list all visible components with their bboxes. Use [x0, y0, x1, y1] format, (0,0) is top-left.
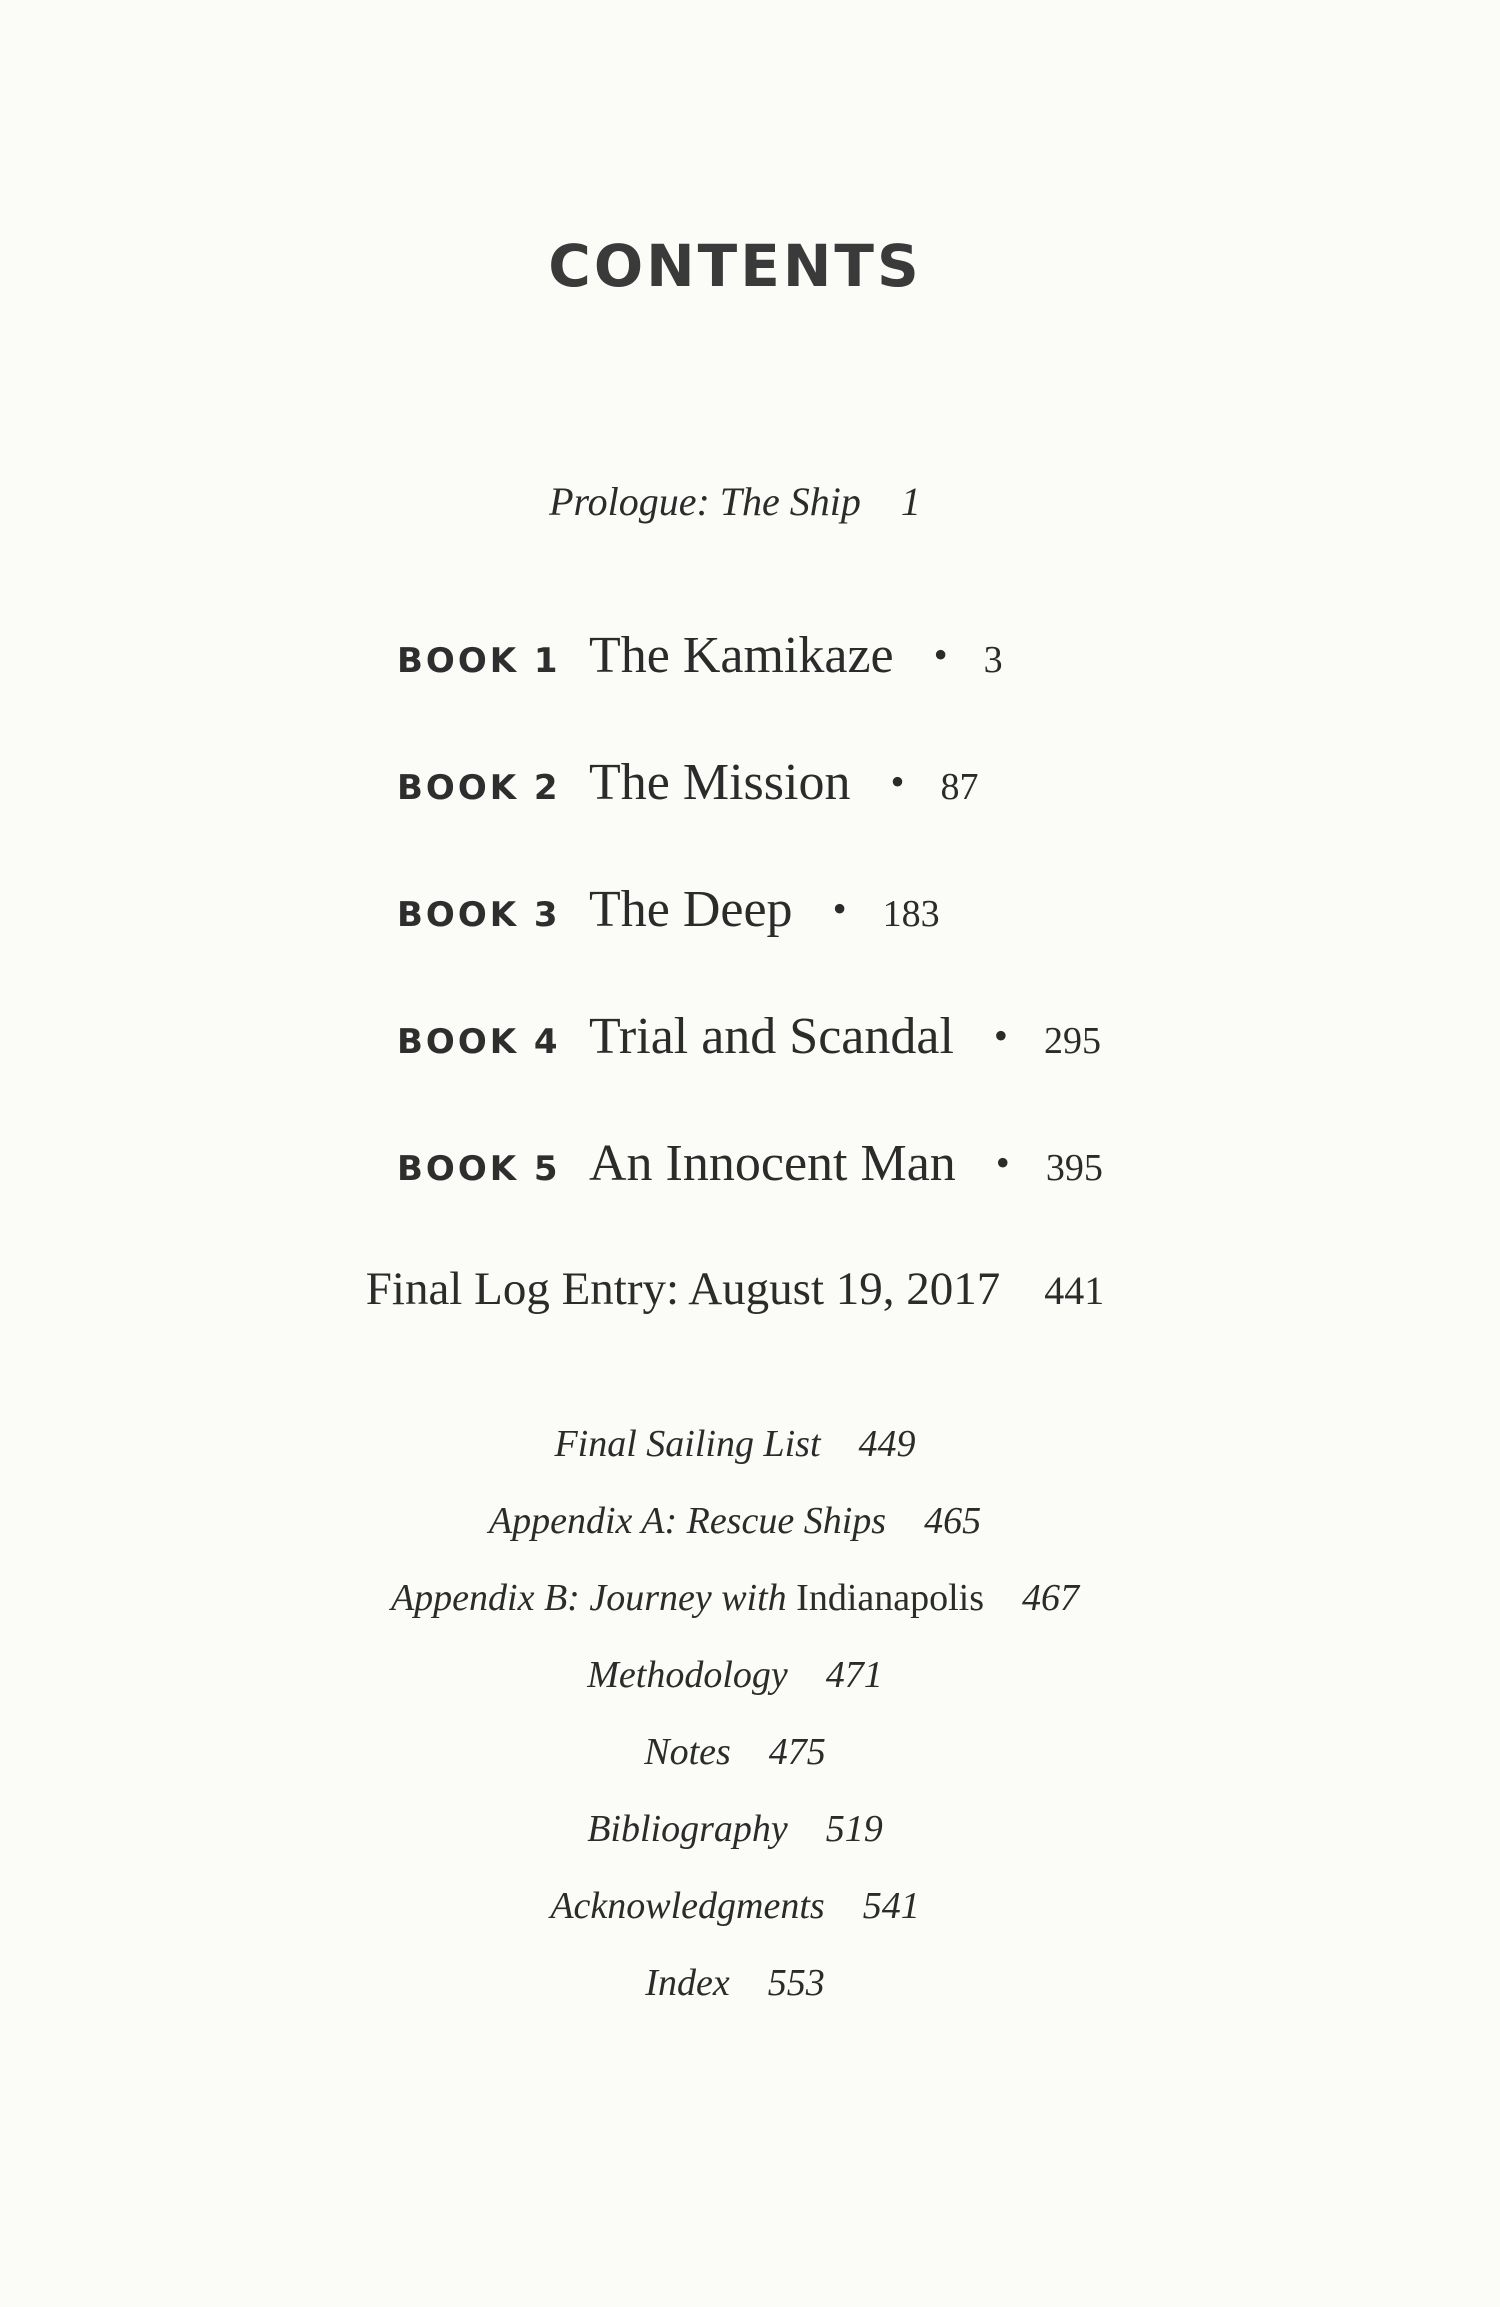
separator-dot: • [993, 1013, 1008, 1058]
toc-entry-page: 541 [862, 1885, 920, 1927]
book-page-number: 295 [1043, 1020, 1101, 1062]
toc-entry-label: Bibliography [587, 1808, 788, 1850]
toc-entry-index[interactable] [0, 1961, 1470, 2005]
toc-entry-acknowledgments[interactable] [0, 1884, 1470, 1928]
book-title: Trial and Scandal [589, 1008, 954, 1065]
book-page-number: 395 [1045, 1147, 1103, 1189]
toc-entry-appendix-a[interactable] [0, 1499, 1470, 1543]
toc-entry-label: Notes [644, 1731, 731, 1773]
toc-entry-book-3[interactable] [397, 880, 940, 950]
toc-entry-page: 467 [1022, 1577, 1080, 1619]
book-page-number: 183 [882, 893, 940, 935]
book-page-number: 3 [983, 639, 1003, 681]
toc-entry-label-ship-name: Indianapolis [796, 1577, 985, 1619]
toc-entry-page: 553 [767, 1962, 825, 2004]
toc-entry-final-sailing-list[interactable] [0, 1422, 1470, 1466]
toc-entry-appendix-b[interactable] [0, 1576, 1470, 1620]
toc-entry-notes[interactable] [0, 1730, 1470, 1774]
toc-entry-page: 475 [768, 1731, 826, 1773]
toc-entry-book-4[interactable] [397, 1007, 1101, 1077]
book-label: BOOK 1 [397, 641, 561, 681]
toc-entry-page: 519 [825, 1808, 883, 1850]
toc-entry-final-log[interactable] [0, 1262, 1470, 1316]
book-title: An Innocent Man [589, 1135, 956, 1192]
separator-dot: • [933, 632, 948, 677]
toc-entry-book-5[interactable] [397, 1134, 1103, 1204]
separator-dot: • [995, 1140, 1010, 1185]
book-label: BOOK 2 [397, 768, 561, 808]
book-page-number: 87 [940, 766, 979, 808]
toc-entry-label: Acknowledgments [550, 1885, 825, 1927]
toc-entry-label: Appendix B: Journey with [390, 1577, 787, 1619]
toc-entry-label: Final Sailing List [554, 1423, 821, 1465]
toc-entry-page: 449 [858, 1423, 916, 1465]
toc-entry-page: 441 [1044, 1268, 1105, 1313]
toc-entry-book-1[interactable] [397, 626, 1003, 696]
toc-entry-label: Prologue: The Ship [549, 479, 861, 524]
page-title: CONTENTS [548, 232, 922, 300]
toc-entry-page: 465 [924, 1500, 982, 1542]
book-title: The Deep [589, 881, 793, 938]
separator-dot: • [890, 759, 905, 804]
toc-entry-label: Final Log Entry: August 19, 2017 [365, 1263, 1001, 1315]
book-label: BOOK 3 [397, 895, 561, 935]
toc-entry-page: 1 [900, 479, 921, 524]
book-label: BOOK 5 [397, 1149, 561, 1189]
toc-entry-prologue[interactable] [0, 478, 1470, 525]
toc-entry-label: Appendix A: Rescue Ships [488, 1500, 887, 1542]
toc-entry-book-2[interactable] [397, 753, 978, 823]
book-title: The Mission [589, 754, 851, 811]
toc-entry-bibliography[interactable] [0, 1807, 1470, 1851]
toc-entry-page: 471 [825, 1654, 883, 1696]
book-title: The Kamikaze [589, 627, 894, 684]
toc-entry-label: Methodology [587, 1654, 788, 1696]
toc-entry-methodology[interactable] [0, 1653, 1470, 1697]
book-label: BOOK 4 [397, 1022, 561, 1062]
separator-dot: • [832, 886, 847, 931]
toc-entry-label: Index [645, 1962, 730, 2004]
